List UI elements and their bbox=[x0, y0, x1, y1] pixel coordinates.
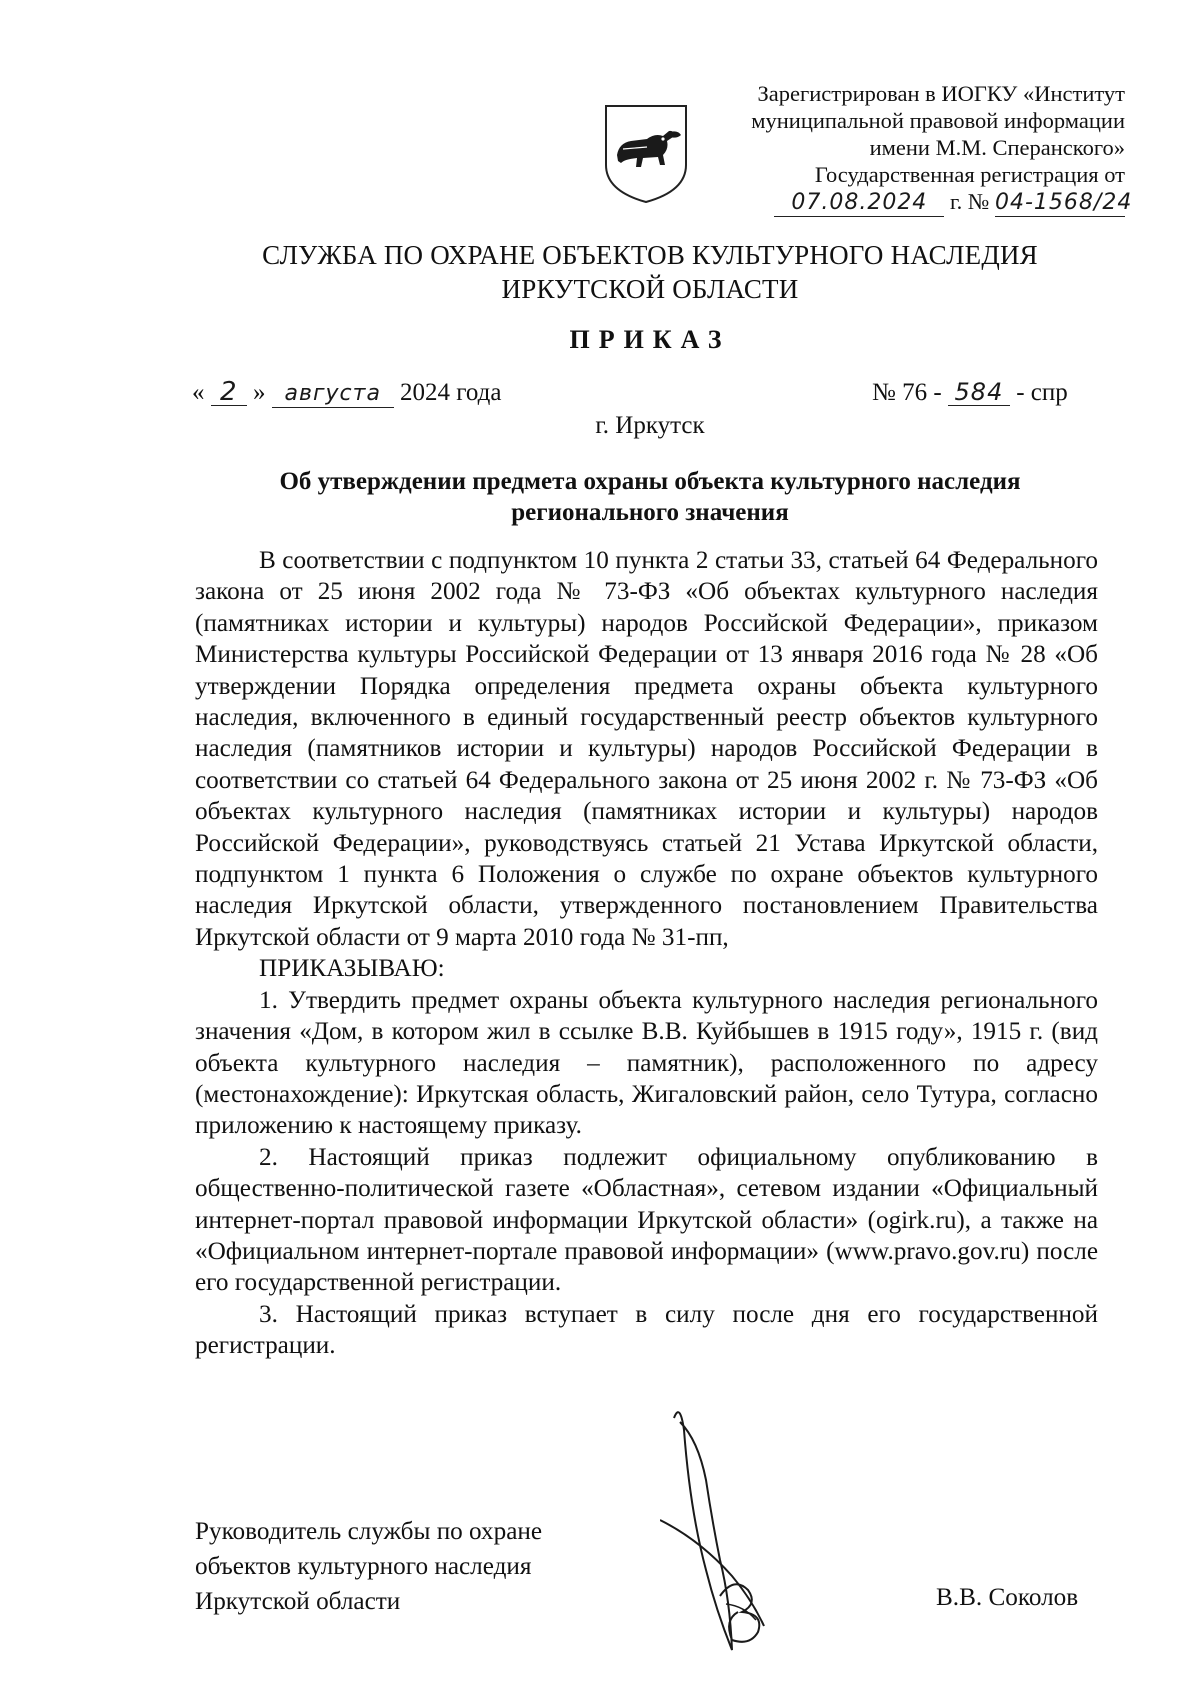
quote-close: » bbox=[253, 379, 266, 406]
preamble-paragraph: В соответствии с подпунктом 10 пункта 2 статьи 33, статьей 64 Федерального закона от 25 июня 2002 года № 73-ФЗ «Об объектах культурного наследия (памятниках истории и культуры) народов Российской Федерации», приказом Министерства культуры Российской Федерации от 13 января 2016 года № 28 «Об утверждении Порядка определения предмета охраны объекта культурного наследия, включенного в единый государственный реестр объектов культурного наследия (памятников истории и культуры) народов Российской Федерации в соответствии со статьей 64 Федерального закона от 25 июня 2002 г. № 73-ФЗ «Об объектах культурного наследия (памятниках истории и культуры) народов Российской Федерации», руководствуясь статьей 21 Устава Иркутской области, подпунктом 1 пункта 6 Положения о службе по охране объектов культурного наследия Иркутской области, утвержденного постановлением Правительства Иркутской области от 9 марта 2010 года № 31-пп, bbox=[195, 547, 1098, 951]
quote-open: « bbox=[192, 379, 205, 406]
registration-date-line bbox=[700, 188, 1133, 217]
agency-line: ИРКУТСКОЙ ОБЛАСТИ bbox=[501, 274, 799, 304]
order-number bbox=[872, 378, 1068, 408]
order-item-3: 3. Настоящий приказ вступает в силу после дня его государственной регистрации. bbox=[195, 1300, 1098, 1360]
agency-line: СЛУЖБА ПО ОХРАНЕ ОБЪЕКТОВ КУЛЬТУРНОГО НАСЛЕДИЯ bbox=[262, 240, 1038, 270]
order-date bbox=[192, 378, 501, 408]
registration-line: муниципальной правовой информации bbox=[751, 108, 1125, 133]
registration-stamp bbox=[700, 80, 1133, 217]
order-title: ПРИКАЗ bbox=[569, 325, 731, 354]
order-number-value: 584 bbox=[948, 379, 1010, 406]
handwritten-signature bbox=[660, 1400, 830, 1670]
irkutsk-coat-of-arms-icon bbox=[603, 103, 689, 205]
subject-line: Об утверждении предмета охраны объекта культурного наследия bbox=[279, 468, 1021, 495]
registration-date: 07.08.2024 bbox=[774, 190, 944, 217]
order-day: 2 bbox=[211, 379, 247, 406]
order-city: г. Иркутск bbox=[595, 412, 705, 439]
signer-title bbox=[195, 1514, 542, 1619]
order-number-prefix: № 76 - bbox=[872, 379, 942, 406]
order-item-2: 2. Настоящий приказ подлежит официальному опубликованию в общественно-политической газете «Областная», сетевом издании «Официальный интернет-портал правовой информации Иркутской области» (ogirk.ru), а также на «Официальном интернет-портале правовой информации» (www.pravo.gov.ru) после его государственной регистрации. bbox=[195, 1143, 1098, 1297]
registration-line: имени М.М. Сперанского» bbox=[869, 135, 1125, 160]
signer-title-line: Руководитель службы по охране bbox=[195, 1518, 543, 1545]
order-month: августа bbox=[272, 381, 394, 408]
order-number-suffix: - спр bbox=[1016, 379, 1068, 406]
registration-line: Государственная регистрация от bbox=[814, 162, 1125, 187]
registration-number-prefix: г. № bbox=[949, 189, 990, 214]
registration-number: 04-1568/24 bbox=[995, 190, 1133, 215]
order-body bbox=[195, 545, 1098, 1362]
agency-heading bbox=[120, 238, 1180, 306]
signer-title-line: Иркутской области bbox=[195, 1588, 401, 1615]
order-year: 2024 года bbox=[400, 379, 502, 406]
signer-title-line: объектов культурного наследия bbox=[195, 1553, 532, 1580]
signer-name: В.В. Соколов bbox=[936, 1584, 1079, 1611]
order-item-1: 1. Утвердить предмет охраны объекта культурного наследия регионального значения «Дом, в котором жил в ссылке В.В. Куйбышев в 1915 году», 1915 г. (вид объекта культурного наследия – памятник), расположенного по адресу (местонахождение): Иркутская область, Жигаловский район, село Тутура, согласно приложению к настоящему приказу. bbox=[195, 986, 1098, 1140]
decree-word: ПРИКАЗЫВАЮ: bbox=[259, 955, 445, 983]
order-subject bbox=[160, 466, 1140, 528]
subject-line: регионального значения bbox=[511, 499, 789, 526]
registration-line: Зарегистрирован в ИОГКУ «Институт bbox=[757, 81, 1125, 106]
